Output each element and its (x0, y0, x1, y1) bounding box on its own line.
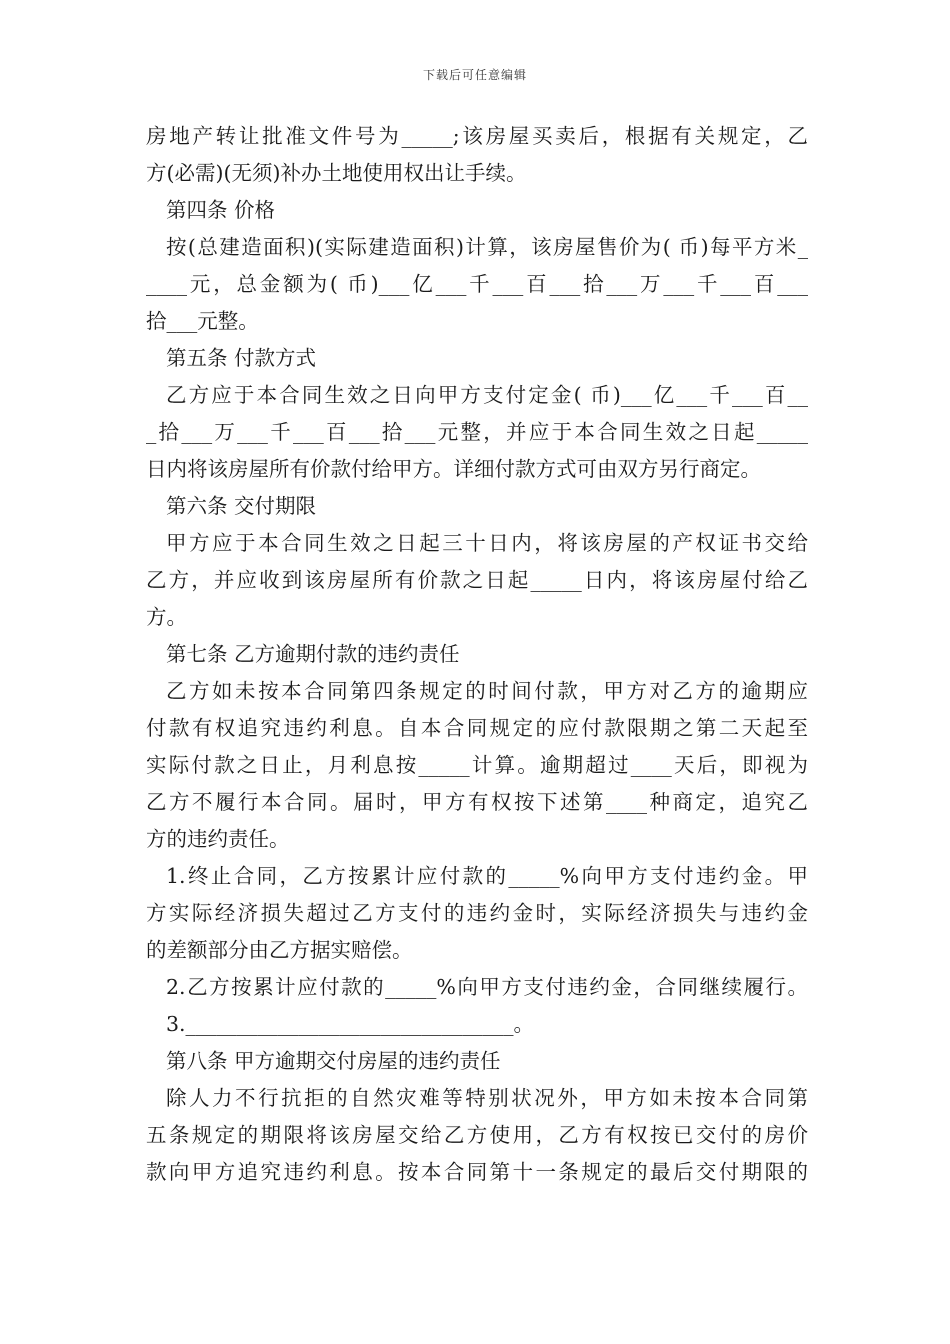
text-line: 款向甲方追究违约利息。按本合同第十一条规定的最后交付期限的 (146, 1160, 808, 1184)
text-line: 第七条 乙方逾期付款的违约责任 (166, 642, 460, 666)
text-line: 乙方如未按本合同第四条规定的时间付款，甲方对乙方的逾期应 (166, 679, 808, 703)
text-line: 按(总建造面积)(实际建造面积)计算，该房屋售价为( 币)每平方米_ (166, 235, 808, 259)
text-line: 方(必需)(无须)补办土地使用权出让手续。 (146, 161, 527, 185)
text-line: 房地产转让批准文件号为_____;该房屋买卖后，根据有关规定，乙 (146, 124, 808, 148)
text-line: 除人力不行抗拒的自然灾难等特别状况外，甲方如未按本合同第 (166, 1086, 808, 1110)
text-line: 付款有权追究违约利息。自本合同规定的应付款限期之第二天起至 (146, 716, 808, 740)
text-line: _拾___万___千___百___拾___元整，并应于本合同生效之日起_____ (146, 420, 808, 444)
text-line: 1.终止合同，乙方按累计应付款的_____%向甲方支付违约金。甲 (166, 864, 808, 888)
text-line: 甲方应于本合同生效之日起三十日内，将该房屋的产权证书交给 (166, 531, 808, 555)
text-line: 第八条 甲方逾期交付房屋的违约责任 (166, 1049, 501, 1073)
text-line: 2.乙方按累计应付款的_____%向甲方支付违约金，合同继续履行。 (166, 975, 808, 999)
text-line: 拾___元整。 (146, 309, 259, 333)
text-line: 乙方不履行本合同。届时，甲方有权按下述第____种商定，追究乙 (146, 790, 808, 814)
page-header: 下载后可任意编辑 (422, 68, 527, 82)
text-line: 第六条 交付期限 (166, 494, 317, 518)
text-line: 第五条 付款方式 (166, 346, 317, 370)
text-line: ____元，总金额为( 币)___亿___千___百___拾___万___千___百___ (146, 272, 808, 296)
text-line: 3.________________________________。 (166, 1012, 535, 1036)
text-line: 乙方应于本合同生效之日向甲方支付定金( 币)___亿___千___百__ (166, 383, 808, 407)
text-line: 五条规定的期限将该房屋交给乙方使用，乙方有权按已交付的房价 (146, 1123, 808, 1147)
text-line: 的差额部分由乙方据实赔偿。 (146, 938, 413, 962)
text-line: 乙方，并应收到该房屋所有价款之日起_____日内，将该房屋付给乙 (146, 568, 808, 592)
text-line: 第四条 价格 (166, 198, 276, 222)
document-body (146, 118, 808, 1191)
text-line: 方的违约责任。 (146, 827, 290, 851)
text-line: 方。 (146, 605, 187, 629)
text-line: 实际付款之日止，月利息按_____计算。逾期超过____天后，即视为 (146, 753, 808, 777)
text-line: 日内将该房屋所有价款付给甲方。详细付款方式可由双方另行商定。 (146, 457, 761, 481)
text-line: 方实际经济损失超过乙方支付的违约金时，实际经济损失与违约金 (146, 901, 808, 925)
